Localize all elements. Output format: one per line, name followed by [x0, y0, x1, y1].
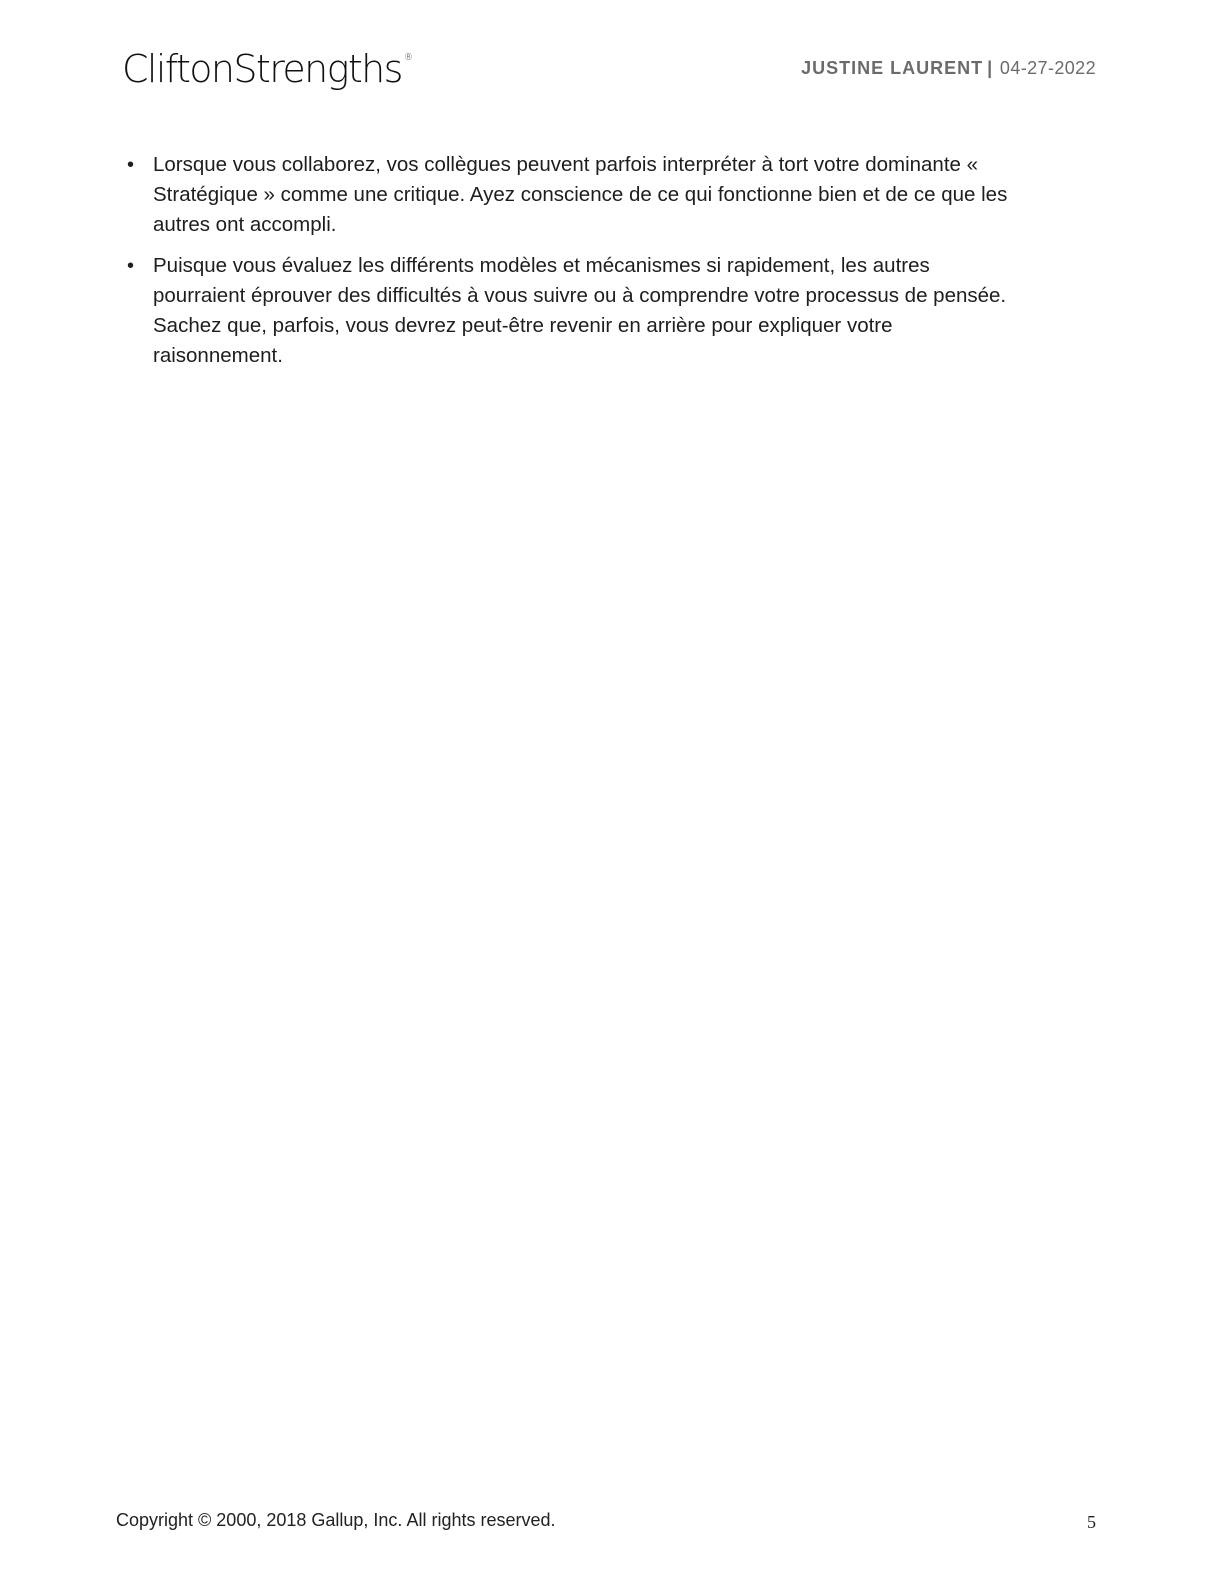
bullet-icon: • [127, 154, 135, 176]
page-content [115, 150, 1025, 382]
list-item-text: Lorsque vous collaborez, vos collègues peuvent parfois interpréter à tort votre dominante « Stratégique » comme une critique. Ayez conscience de ce qui fonctionne bien et de ce que les autres ont accompli. [153, 153, 1008, 236]
page-number: 5 [1087, 1512, 1096, 1532]
list-item [115, 251, 1025, 371]
bullet-list [115, 150, 1025, 371]
meta-separator: | [987, 58, 993, 78]
logo-text: CliftonStrengths [122, 47, 402, 91]
person-name: JUSTINE LAURENT [801, 58, 984, 78]
registered-mark: ® [403, 53, 413, 63]
list-item [115, 150, 1025, 240]
clifton-strengths-logo [122, 47, 413, 91]
report-date: 04-27-2022 [999, 58, 1096, 78]
report-meta [801, 58, 1096, 79]
copyright-notice: Copyright © 2000, 2018 Gallup, Inc. All rights reserved. [116, 1510, 556, 1530]
bullet-icon: • [127, 255, 135, 277]
list-item-text: Puisque vous évaluez les différents modèles et mécanismes si rapidement, les autres pourraient éprouver des difficultés à vous suivre ou à comprendre votre processus de pensée. Sachez que, parfois, vous devrez peut-être revenir en arrière pour expliquer votre raisonnement. [153, 254, 1007, 367]
